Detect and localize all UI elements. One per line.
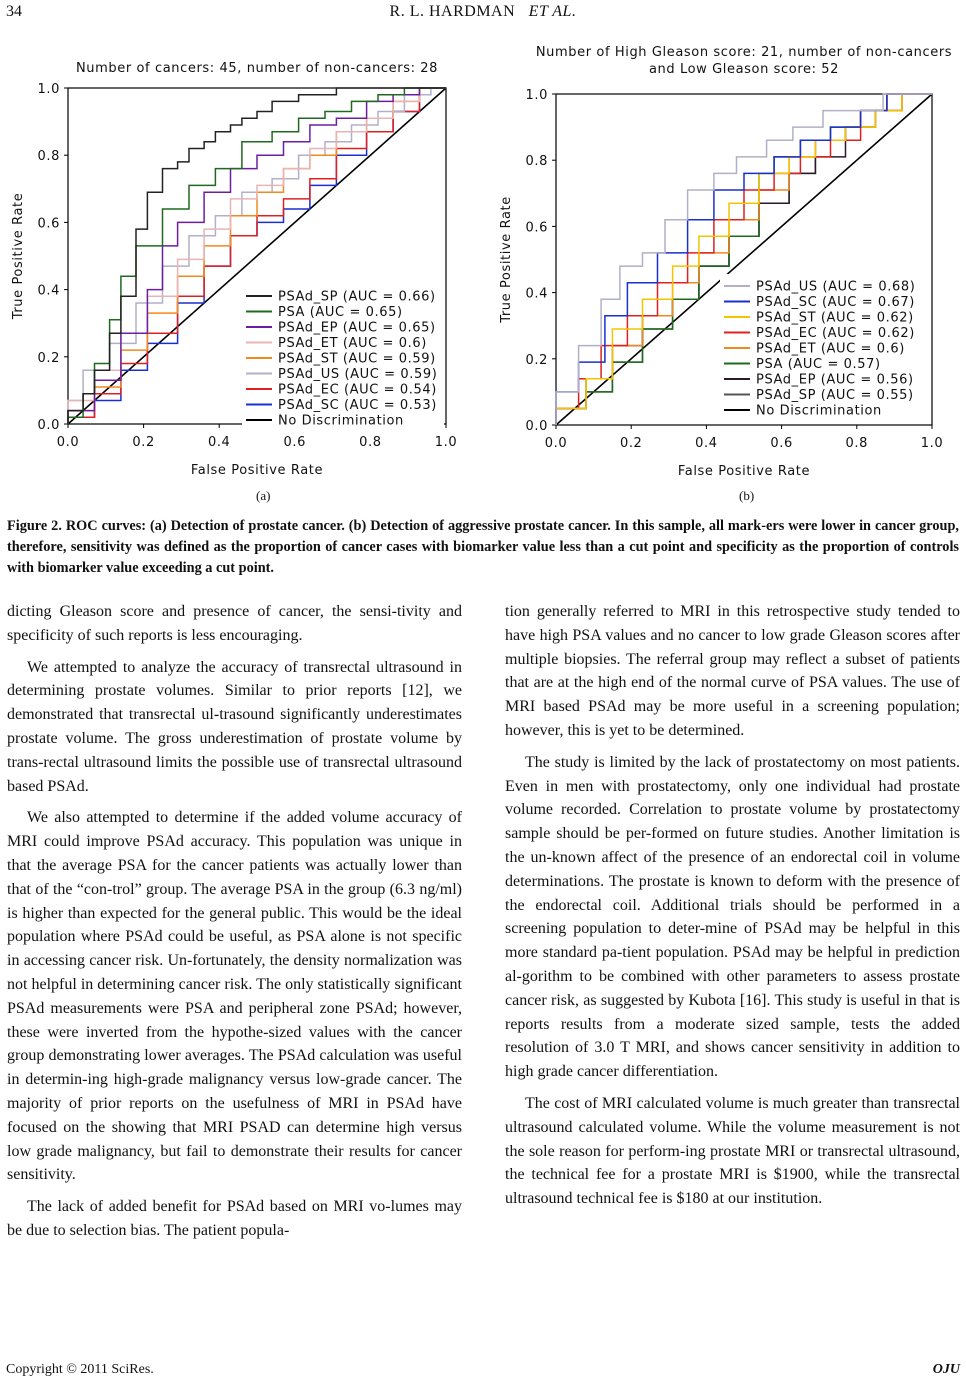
y-tick-label: 0.8 [37, 149, 60, 165]
roc-chart-b-svg [486, 40, 966, 485]
y-tick-label: 0.8 [525, 154, 548, 170]
roc-chart-a-svg [0, 40, 480, 485]
footer-copyright: Copyright © 2011 SciRes. [6, 1362, 154, 1377]
x-tick-label: 0.2 [132, 435, 155, 450]
legend-label: PSAd_US (AUC = 0.59) [278, 367, 438, 382]
x-axis-label: False Positive Rate [190, 463, 324, 478]
x-tick-label: 0.8 [359, 435, 382, 450]
legend-label: PSAd_SC (AUC = 0.67) [756, 295, 915, 310]
x-tick-label: 1.0 [920, 436, 944, 451]
x-tick-label: 0.6 [283, 435, 307, 450]
legend-label: PSAd_ST (AUC = 0.59) [278, 351, 436, 367]
paragraph: The cost of MRI calculated volume is much greater than transrectal ultrasound calculated volume. While the volume measurement is not the sole reason for perform-ing prostate MRI or transrectal ultrasound, the technical fee for a prostate MRI is $1900, while the transrectal ultrasound technical fee is $180 at our institution. [505, 1094, 960, 1208]
x-tick-label: 0.4 [207, 435, 231, 450]
legend-label: PSAd_EP (AUC = 0.65) [278, 320, 436, 336]
chart-title: Number of cancers: 45, number of non-cancers: 28 [75, 61, 439, 76]
x-tick-label: 0.2 [619, 436, 643, 451]
legend-label: PSA (AUC = 0.57) [756, 357, 881, 372]
legend-label: PSAd_SP (AUC = 0.66) [278, 289, 436, 305]
y-tick-label: 1.0 [37, 82, 60, 97]
legend-label: No Discrimination [278, 413, 404, 429]
page-number: 34 [6, 3, 22, 20]
legend-label: PSAd_ST (AUC = 0.62) [756, 310, 914, 326]
roc-chart-b [486, 40, 966, 485]
y-axis-label: True Positive Rate [11, 192, 26, 320]
y-tick-label: 0.2 [525, 352, 548, 368]
x-tick-label: 0.0 [56, 435, 80, 450]
legend-label: PSAd_EC (AUC = 0.62) [756, 326, 915, 341]
y-tick-label: 1.0 [525, 88, 548, 103]
legend-label: PSAd_EC (AUC = 0.54) [278, 382, 437, 398]
paragraph: The lack of added benefit for PSAd based on MRI vo-lumes may be due to selection bias. The patient popula- [7, 1198, 462, 1239]
legend-label: PSAd_ET (AUC = 0.6) [278, 336, 427, 351]
paragraph: We also attempted to determine if the added volume accuracy of MRI could improve PSAd accuracy. This population was unique in that the average PSA for the cancer patients was actually lower than that of the “con-trol” group. The average PSA in the group (6.3 ng/ml) is higher than expected for the general public. This would be the ideal population where PSAd could be useful, as PSA alone is not specific in accessing cancer risk. Un-fortunately, the density normalization was not helpful in determining cancer risk. The only statistically significant PSAd measurements were PSA and peripheral zone PSAd; however, these were inverted from the hypothe-sized values with the cancer group demonstrating lower averages. The PSAd calculation was useful in determin-ing high-grade malignancy versus low-grade cancer. The majority of prior reports on the usefulness of MRI in PSAd have focused on the showing that MRI PSAD can determine high versus low grade malignancy, but fail to demonstrate their results for cancer sensitivity. [7, 809, 462, 1184]
x-tick-label: 1.0 [434, 435, 458, 450]
legend-label: PSAd_SC (AUC = 0.53) [278, 398, 437, 413]
figure-sublabel-a: (a) [256, 488, 271, 503]
chart-subtitle: and Low Gleason score: 52 [648, 62, 840, 77]
right-column [505, 600, 960, 1211]
x-tick-label: 0.0 [544, 436, 568, 451]
legend-label: PSAd_SP (AUC = 0.55) [756, 388, 914, 403]
x-tick-label: 0.4 [695, 436, 718, 451]
footer-journal: OJU [932, 1362, 960, 1377]
chart-title: Number of High Gleason score: 21, number of non-cancers [535, 45, 953, 60]
paragraph: tion generally referred to MRI in this retrospective study tended to have high PSA values and no cancer to low grade Gleason scores after multiple biopsies. The referral group may reflect a subset of patients that are at the high end of the normal curve of PSA values. The use of MRI based PSAd may be more useful in a screening population; however, this is yet to be determined. [505, 603, 960, 739]
roc-chart-a [0, 40, 480, 485]
paragraph: We attempted to analyze the accuracy of transrectal ultrasound in determining prostate volumes. Similar to prior reports [12], we demonstrated that transrectal ul-trasound significantly underestimates prostate volume. The gross underestimation of prostate volume by trans-rectal ultrasound limits the possible use of transrectal ultrasound based PSAd. [7, 658, 462, 795]
figure-sublabel-b: (b) [739, 488, 755, 503]
paragraph: The study is limited by the lack of prostatectomy on most patients. Even in men with prostatectomy, only one individual had prostate volume recorded. Correlation to prostate volume by prostatectomy sample should be per-formed on future studies. Another limitation is the un-known affect of the presence of an endorectal coil in volume determinations. The prostate is known to deform with the presence of the endorectal coil. Additional trials should be performed in a screening population to deter-mine of PSAd may be helpful in this more standard pa-tient population. PSAd may be helpful in prediction al-gorithm to be combined with other parameters to assess prostate cancer risk, as suggested by Kubota [16]. This study is useful in that is reports results from a moderate sized sample, tests the added resolution of 3.0 T MRI, and shows cancer sensitivity in addition to high grade cancer differentiation. [505, 753, 960, 1081]
legend-label: PSAd_EP (AUC = 0.56) [756, 372, 914, 388]
y-tick-label: 0.4 [37, 283, 60, 299]
y-axis-label: True Positive Rate [499, 196, 514, 323]
y-tick-label: 0.0 [37, 418, 60, 433]
legend-label: No Discrimination [756, 403, 882, 419]
legend-label: PSAd_US (AUC = 0.68) [756, 279, 916, 295]
y-tick-label: 0.6 [37, 216, 60, 232]
legend-label: PSA (AUC = 0.65) [278, 305, 403, 320]
y-tick-label: 0.6 [525, 220, 548, 236]
x-tick-label: 0.8 [845, 436, 869, 451]
paragraph: dicting Gleason score and presence of cancer, the sensi-tivity and specificity of such reports is less encouraging. [7, 603, 462, 644]
x-axis-label: False Positive Rate [677, 464, 811, 479]
y-tick-label: 0.2 [37, 350, 60, 366]
running-title: R. L. HARDMAN ET AL. [389, 3, 577, 20]
y-tick-label: 0.0 [525, 419, 548, 434]
figure-caption: Figure 2. ROC curves: (a) Detection of prostate cancer. (b) Detection of aggressive prostate cancer. In this sample, all mark-ers were lower in cancer group, therefore, sensitivity was defined as the proportion of cancer cases with biomarker value less than a cut point and specificity as the proportion of controls with biomarker value exceeding a cut point. [7, 518, 959, 576]
legend-label: PSAd_ET (AUC = 0.6) [756, 341, 905, 357]
y-tick-label: 0.4 [525, 286, 548, 302]
x-tick-label: 0.6 [770, 436, 793, 451]
left-column [7, 600, 462, 1243]
